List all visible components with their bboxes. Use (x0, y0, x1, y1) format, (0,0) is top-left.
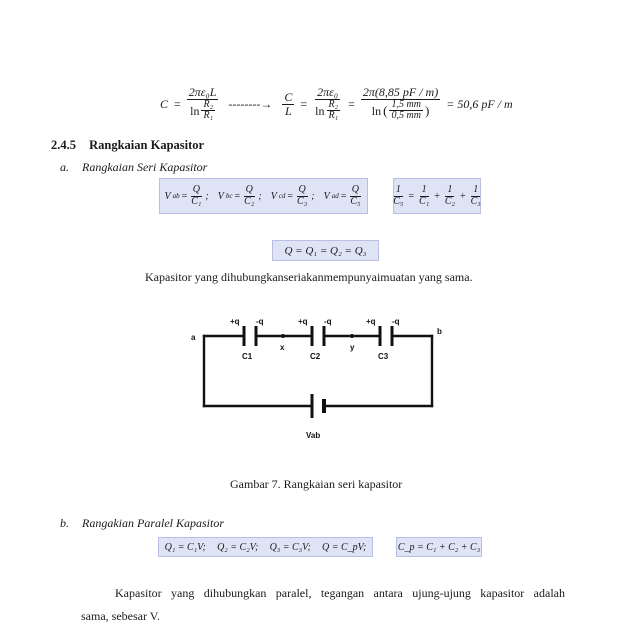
c1-plus: +q (230, 317, 240, 326)
c3-minus: -q (392, 317, 400, 326)
subsection-a: a. Rangkaian Seri Kapasitor (60, 160, 208, 174)
label-c1: C1 (242, 352, 253, 361)
formula-frac1: 2πε₀L ln $\frac{\text{R₂}}{\text{R₁}}$ (188, 85, 217, 122)
c2-minus: -q (324, 317, 332, 326)
subsection-b: b. Rangakian Paralel Kapasitor (60, 516, 224, 530)
label-a: a (191, 333, 196, 342)
parallel-eq-4: Q = C_pV; (322, 541, 367, 553)
series-eq-1: V ab = $\frac{Q}{\text{C₁}}$ ; (164, 184, 209, 207)
formula-frac2: $\frac{C}{L}$ (284, 89, 293, 118)
parallel-eq-1: Q₁ = C₁V; (164, 541, 206, 553)
formula-arrow: --------→ (228, 96, 273, 111)
formula-lhs: C (160, 96, 169, 111)
parallel-explanation-line1: Kapasitor yang dihubungkan paralel, tegangan antara ujung-ujung kapasitor adalah (115, 586, 565, 600)
c2-plus: +q (298, 317, 308, 326)
parallel-eq-2: Q₂ = C₂V; (217, 541, 259, 553)
parallel-equations-box (158, 537, 373, 557)
parallel-explanation-line2: sama, sebesar V. (81, 609, 160, 623)
formula-frac4: 2π(8,85 pF / m) ln ( $\frac{1,5 mm}{0,5 mm}$ ) (362, 85, 439, 122)
series-circuit-diagram (186, 312, 448, 448)
label-x: x (280, 343, 285, 352)
label-c2: C2 (310, 352, 321, 361)
parallel-eq-3: Q₃ = C₃V; (269, 541, 311, 553)
node-y-dot (350, 334, 354, 338)
label-vab: Vab (306, 431, 321, 440)
series-eq-3: V cd = $\frac{Q}{\text{C₃}}$ ; (270, 184, 315, 207)
label-c3: C3 (378, 352, 389, 361)
parallel-sum: C_p = C₁ + C₂ + C₃ (397, 541, 481, 553)
label-b: b (437, 327, 442, 336)
parallel-sum-box (396, 537, 482, 557)
charge-equation-box (272, 240, 379, 261)
c1-minus: -q (256, 317, 264, 326)
series-eq-2: V bc = $\frac{Q}{\text{C₂}}$ ; (217, 184, 262, 207)
figure-caption: Gambar 7. Rangkaian seri kapasitor (230, 477, 403, 491)
charge-equation: Q = Q₁ = Q₂ = Q₃ (284, 244, 367, 257)
section-heading (51, 138, 204, 153)
top-formula: C = 2πε₀L ln $\frac{\text{R₂}}{\text{R₁}}$ --------→ $\frac{C}{L}$ = 2πε₀ ln $\frac{\text{R₂}}{\text{R₁}}$ = 2π(8,85 pF / m) ln ( $\frac{1,5 mm}{0,5 mm}$ ) = 50,6 pF / m (160, 85, 513, 122)
section-number: 2.4.5 (51, 138, 76, 152)
node-x-dot (281, 334, 285, 338)
series-sum-box: $\frac{1}{\text{C₅}}$ = $\frac{1}{\text{C₁}}$ + $\frac{1}{\text{C₂}}$ + $\frac{1}{\text{C₃}}$ (393, 178, 481, 214)
section-title: Rangkaian Kapasitor (89, 138, 205, 152)
series-equations-box (159, 178, 368, 214)
formula-frac3: 2πε₀ ln $\frac{\text{R₂}}{\text{R₁}}$ (315, 85, 339, 122)
formula-result: = 50,6 pF / m (446, 96, 513, 111)
c3-plus: +q (366, 317, 376, 326)
series-explanation: Kapasitor yang dihubungkanseriakanmempunyaimuatan yang sama. (145, 270, 473, 284)
series-eq-4: V ad = $\frac{Q}{\text{C₅}}$ (323, 184, 361, 207)
label-y: y (350, 343, 355, 352)
